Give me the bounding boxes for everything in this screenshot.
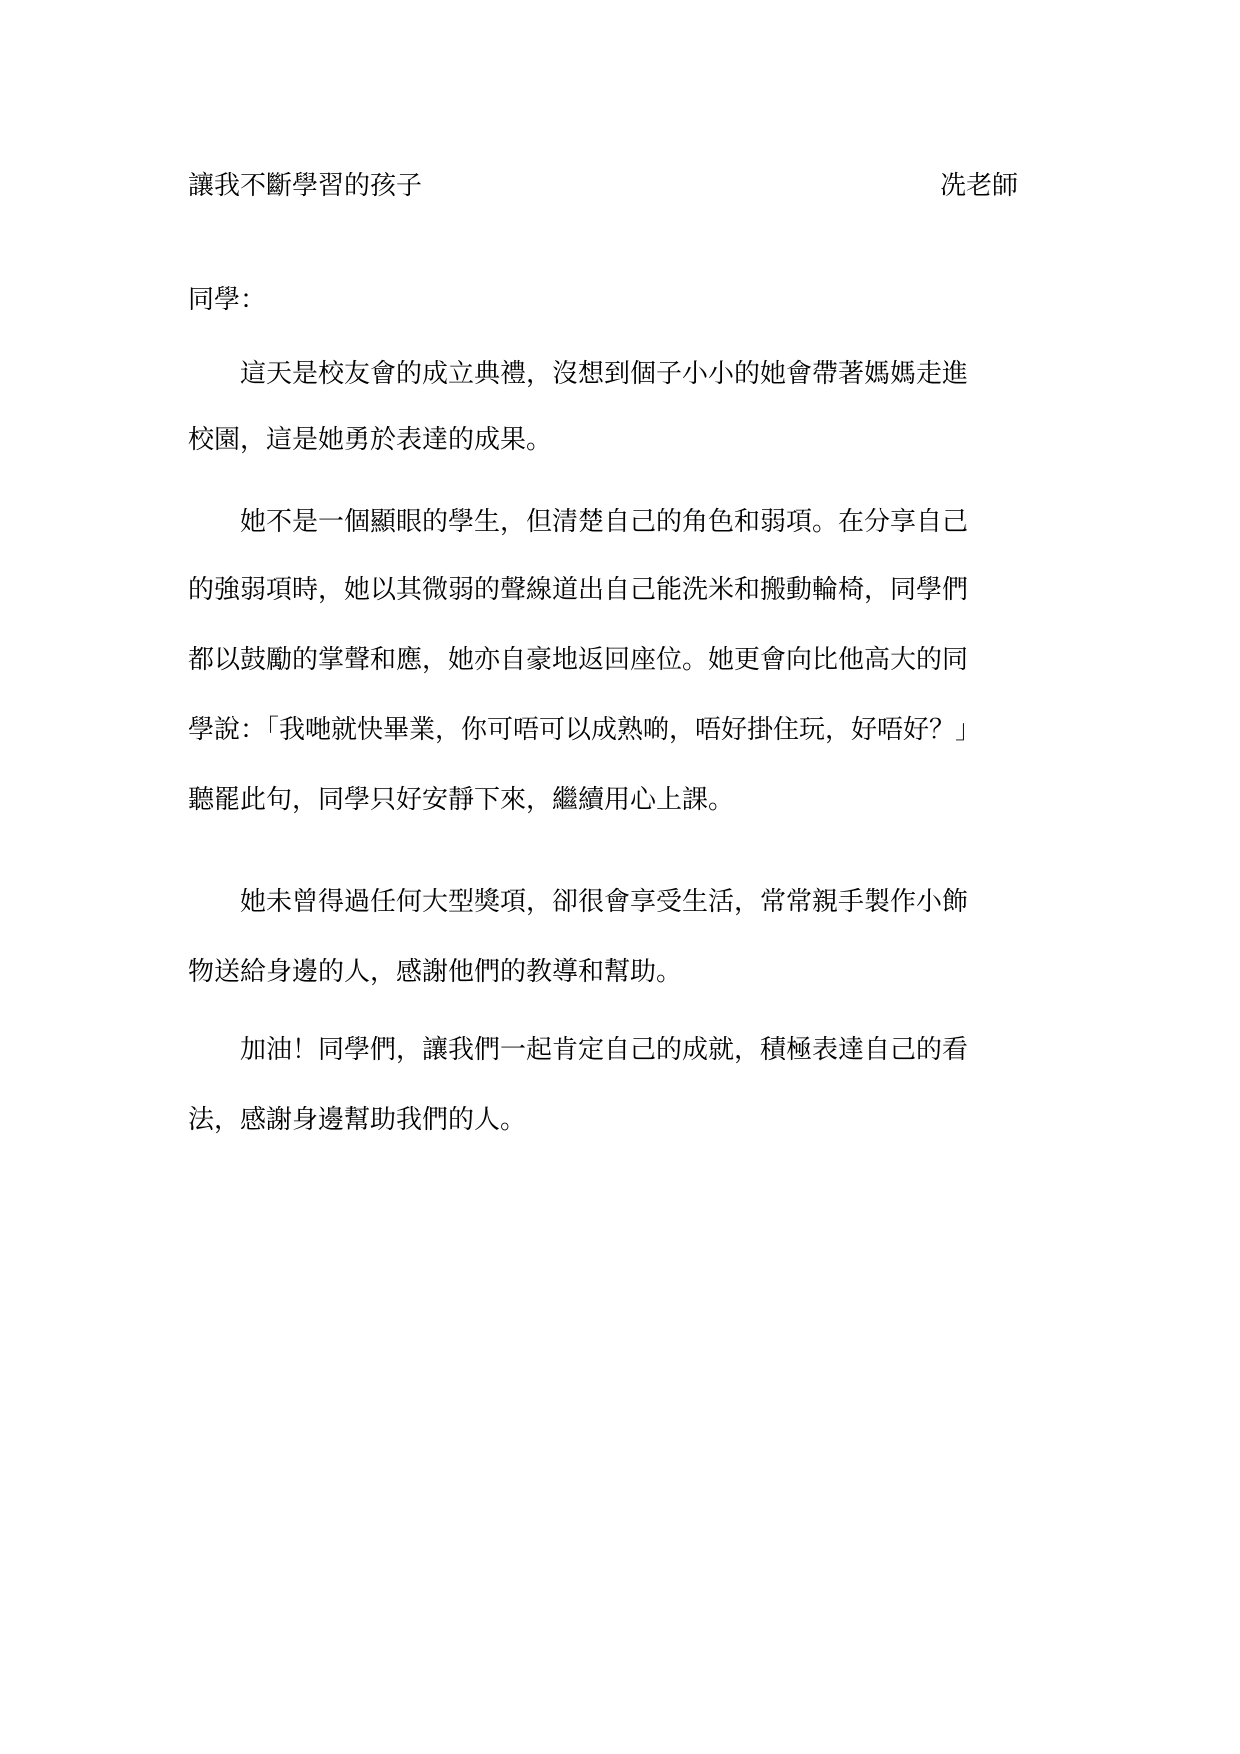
paragraph-2-line-3: 都以鼓勵的掌聲和應，她亦自豪地返回座位。她更會向比他高大的同	[188, 645, 969, 675]
paragraph-2-line-4: 學說：「我哋就快畢業，你可唔可以成熟啲，唔好掛住玩，好唔好？」	[188, 715, 982, 745]
document-header	[188, 166, 1060, 206]
paragraph-3-line-1: 她未曾得過任何大型獎項，卻很會享受生活，常常親手製作小飾	[240, 887, 969, 917]
salutation: 同學：	[188, 285, 267, 315]
paragraph-2-line-1: 她不是一個顯眼的學生，但清楚自己的角色和弱項。在分享自己	[240, 507, 969, 537]
document-title: 讓我不斷學習的孩子	[188, 171, 423, 201]
paragraph-4-line-2: 法，感謝身邊幫助我們的人。	[188, 1105, 527, 1135]
paragraph-2-line-2: 的強弱項時，她以其微弱的聲線道出自己能洗米和搬動輪椅，同學們	[188, 575, 969, 605]
paragraph-2-line-5: 聽罷此句，同學只好安靜下來，繼續用心上課。	[188, 785, 735, 815]
paragraph-1-line-2: 校園，這是她勇於表達的成果。	[188, 425, 553, 455]
paragraph-1-line-1: 這天是校友會的成立典禮，沒想到個子小小的她會帶著媽媽走進	[240, 359, 969, 389]
document-author: 冼老師	[940, 171, 1019, 201]
paragraph-3-line-2: 物送給身邊的人，感謝他們的教導和幫助。	[188, 957, 683, 987]
paragraph-4-line-1: 加油！同學們，讓我們一起肯定自己的成就，積極表達自己的看	[240, 1035, 969, 1065]
